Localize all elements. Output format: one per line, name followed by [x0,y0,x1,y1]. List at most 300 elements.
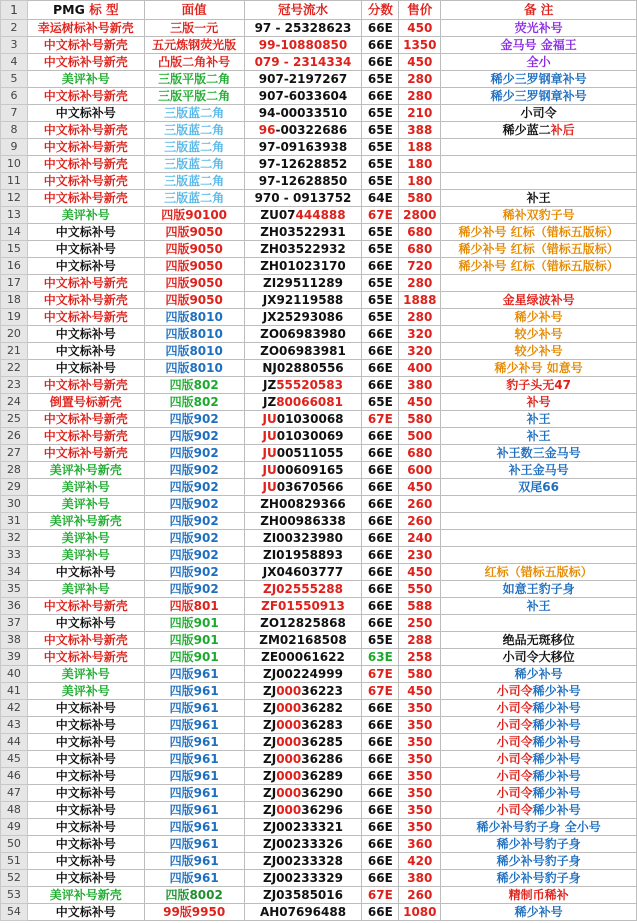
table-row [1,513,637,530]
note-cell [441,377,637,394]
type-cell-text: 中文标补号 [55,106,116,120]
score-cell-text: 67E [367,684,393,698]
table-row [1,717,637,734]
note-cell [441,292,637,309]
note-cell [441,513,637,530]
face-cell [144,224,244,241]
row-number: 41 [1,683,28,700]
price-cell [399,615,441,632]
face-cell [144,360,244,377]
serial-cell [244,326,362,343]
table-row [1,530,637,547]
serial-cell-text: ZH01023170 [260,259,346,273]
row-number: 5 [1,71,28,88]
serial-cell [244,224,362,241]
price-cell [399,598,441,615]
price-cell-text: 580 [407,667,433,681]
price-cell [399,632,441,649]
serial-cell [244,241,362,258]
row-number: 11 [1,173,28,190]
price-cell-text: 360 [407,837,433,851]
serial-cell-text: 00511055 [276,446,344,460]
serial-cell-text: ZI29511289 [263,276,343,290]
score-cell [362,122,399,139]
type-cell [27,394,144,411]
serial-cell-text: AH07696488 [259,905,347,919]
header-type-label: 标 型 [89,2,119,17]
price-cell [399,139,441,156]
note-cell [441,479,637,496]
price-cell-text: 580 [407,191,433,205]
type-cell-text: 中文标补号 [55,565,116,579]
price-cell [399,428,441,445]
note-cell-text: 稀少补号 [532,735,581,749]
serial-cell [244,105,362,122]
type-cell-text: 中文标补号新壳 [43,191,128,205]
face-cell [144,615,244,632]
price-cell [399,751,441,768]
row-number: 37 [1,615,28,632]
note-cell-text: 小司令 [496,735,533,749]
type-cell-text: 中文标补号新壳 [43,38,128,52]
row-number: 1 [1,1,28,20]
price-cell [399,513,441,530]
type-cell-text: 中文标补号新壳 [43,429,128,443]
face-cell-text: 四版801 [169,599,219,613]
face-cell [144,683,244,700]
face-cell [144,105,244,122]
note-cell [441,360,637,377]
note-cell [441,428,637,445]
serial-cell-text: 00609165 [276,463,344,477]
score-cell-text: 66E [367,378,393,392]
price-cell [399,462,441,479]
row-number: 44 [1,734,28,751]
price-cell-text: 260 [407,514,433,528]
table-row [1,887,637,904]
price-cell-text: 188 [407,140,433,154]
row-number: 17 [1,275,28,292]
face-cell [144,54,244,71]
score-cell [362,241,399,258]
score-cell [362,802,399,819]
note-cell-text: 金星绿波补号 [502,293,575,307]
serial-cell-text: ZJ00233329 [263,871,343,885]
table-row [1,870,637,887]
serial-cell [244,853,362,870]
face-cell-text: 四版902 [169,514,219,528]
serial-cell-text: 36283 [301,718,343,732]
note-cell-text: 小司令 [496,769,533,783]
face-cell-text: 四版9050 [165,242,223,256]
type-cell-text: 中文标补号 [55,616,116,630]
face-cell-text: 四版961 [169,854,219,868]
type-cell-text: 中文标补号新壳 [43,55,128,69]
price-cell-text: 260 [407,888,433,902]
table-row [1,581,637,598]
note-cell-text: 稀少补号 [532,786,581,800]
price-cell [399,564,441,581]
face-cell [144,700,244,717]
table-row [1,156,637,173]
serial-cell-text: 36285 [301,735,343,749]
face-cell-text: 三版蓝二角 [164,123,225,137]
face-cell [144,258,244,275]
serial-cell-text: ZJ [263,735,277,749]
type-cell [27,292,144,309]
row-number: 45 [1,751,28,768]
score-cell-text: 66E [367,497,393,511]
table-row [1,224,637,241]
note-cell [441,700,637,717]
price-cell-text: 230 [407,548,433,562]
row-number: 6 [1,88,28,105]
price-cell [399,377,441,394]
table-row [1,666,637,683]
face-cell-text: 四版9050 [165,259,223,273]
face-cell [144,411,244,428]
face-cell [144,139,244,156]
table-row [1,394,637,411]
type-cell [27,700,144,717]
face-cell [144,751,244,768]
type-cell [27,462,144,479]
type-cell-text: 美评补号 [61,667,110,681]
score-cell-text: 65E [367,123,393,137]
price-cell-text: 288 [407,633,433,647]
serial-cell-text: JU [262,412,277,426]
row-number: 15 [1,241,28,258]
note-cell-text: 补王 [526,599,551,613]
face-cell-text: 四版8010 [165,344,223,358]
row-number: 4 [1,54,28,71]
score-cell-text: 66E [367,803,393,817]
serial-cell-text: ZJ [263,684,277,698]
price-cell-text: 260 [407,497,433,511]
note-cell-text: 补王数三金马号 [496,446,581,460]
face-cell [144,649,244,666]
serial-cell [244,836,362,853]
note-cell-text: 稀少补号 红标（错标五版标） [458,242,619,256]
note-cell-text: 稀少三罗钢章补号 [490,72,587,86]
note-cell [441,20,637,37]
price-cell-text: 280 [407,276,433,290]
serial-cell-text: 55520583 [276,378,343,392]
note-cell-text: 小司令大移位 [502,650,575,664]
serial-cell-text: 907-2197267 [258,72,348,86]
price-cell-text: 450 [407,684,433,698]
score-cell [362,37,399,54]
row-number: 43 [1,717,28,734]
face-cell [144,632,244,649]
price-cell [399,71,441,88]
score-cell-text: 66E [367,89,393,103]
face-cell [144,819,244,836]
row-number: 38 [1,632,28,649]
serial-cell [244,530,362,547]
score-cell-text: 66E [367,565,393,579]
note-cell-text: 补王 [526,191,551,205]
score-cell-text: 65E [367,395,393,409]
row-number: 18 [1,292,28,309]
price-cell-text: 250 [407,616,433,630]
face-cell-text: 四版8002 [165,888,223,902]
type-cell-text: 中文标补号新壳 [43,412,128,426]
serial-cell-text: ZH03522932 [260,242,346,256]
table-row [1,564,637,581]
serial-cell-text: JX04603777 [262,565,344,579]
serial-cell [244,581,362,598]
note-cell [441,564,637,581]
header-type [27,1,144,20]
price-cell [399,547,441,564]
note-cell-text: 稀少补号 [532,684,581,698]
score-cell [362,836,399,853]
serial-cell-text: JU [262,429,277,443]
serial-cell-text: ZJ02555288 [263,582,343,596]
serial-cell [244,20,362,37]
score-cell-text: 65E [367,293,393,307]
type-cell-text: 中文标补号 [55,837,116,851]
price-cell [399,870,441,887]
note-cell-text: 全小 [526,55,551,69]
score-cell-text: 65E [367,157,393,171]
type-cell-text: 中文标补号新壳 [43,310,128,324]
note-cell-text: 小司令 [496,718,533,732]
note-cell-text: 稀补双豹子号 [502,208,575,222]
note-cell-text: 稀少补号 [532,769,581,783]
serial-cell [244,751,362,768]
note-cell-text: 补王 [526,412,551,426]
serial-cell [244,411,362,428]
note-cell [441,666,637,683]
face-cell-text: 四版902 [169,582,219,596]
type-cell-text: 中文标补号新壳 [43,446,128,460]
table-row [1,377,637,394]
serial-cell-text: ZJ [263,718,277,732]
serial-cell-text: 96 [258,123,276,137]
type-cell [27,496,144,513]
type-cell [27,37,144,54]
serial-cell-text: JU [262,480,277,494]
note-cell [441,768,637,785]
price-cell [399,309,441,326]
price-cell-text: 500 [407,429,433,443]
type-cell [27,802,144,819]
face-cell-text: 四版902 [169,548,219,562]
table-row [1,292,637,309]
score-cell-text: 66E [367,344,393,358]
score-cell [362,785,399,802]
type-cell-text: 中文标补号 [55,786,116,800]
header-face: 面值 [144,1,244,20]
type-cell-text: 中文标补号 [55,820,116,834]
score-cell-text: 66E [367,854,393,868]
type-cell-text: 中文标补号新壳 [43,157,128,171]
price-cell-text: 450 [407,395,433,409]
price-cell-text: 350 [407,769,433,783]
note-cell-text: 稀少补号豹子身 [496,837,581,851]
score-cell [362,54,399,71]
face-cell [144,496,244,513]
note-cell-text: 稀少补号 [532,803,581,817]
face-cell-text: 四版902 [169,531,219,545]
row-number: 27 [1,445,28,462]
note-cell [441,258,637,275]
note-cell [441,326,637,343]
score-cell [362,751,399,768]
serial-cell [244,870,362,887]
face-cell-text: 四版8010 [165,310,223,324]
table-row [1,598,637,615]
row-number: 31 [1,513,28,530]
type-cell-text: 中文标补号新壳 [43,276,128,290]
face-cell-text: 四版902 [169,565,219,579]
header-row [1,1,637,20]
type-cell [27,479,144,496]
face-cell-text: 四版961 [169,837,219,851]
serial-cell-text: ZJ00233326 [263,837,343,851]
serial-cell-text: ZI01958893 [263,548,343,562]
price-cell [399,768,441,785]
note-cell-text: 绝品无斑移位 [502,633,575,647]
serial-cell-text: 000 [276,735,302,749]
row-number: 22 [1,360,28,377]
serial-cell [244,122,362,139]
row-number: 20 [1,326,28,343]
serial-cell [244,71,362,88]
row-number: 29 [1,479,28,496]
type-cell-text: 中文标补号 [55,259,116,273]
serial-cell [244,343,362,360]
row-number: 26 [1,428,28,445]
type-cell-text: 中文标补号 [55,242,116,256]
type-cell-text: 中文标补号 [55,361,116,375]
serial-cell [244,683,362,700]
score-cell-text: 65E [367,106,393,120]
note-cell [441,309,637,326]
price-cell-text: 350 [407,752,433,766]
note-cell-text: 补王金马号 [508,463,569,477]
face-cell-text: 三版蓝二角 [164,106,225,120]
row-number: 47 [1,785,28,802]
note-cell-text: 小司令 [496,803,533,817]
score-cell-text: 65E [367,633,393,647]
type-cell-text: 美评补号 [61,684,110,698]
type-cell-text: 中文标补号新壳 [43,599,128,613]
price-cell-text: 258 [407,650,433,664]
serial-cell-text: ZJ00233321 [263,820,343,834]
price-cell [399,343,441,360]
serial-cell-text: ZO06983981 [260,344,346,358]
note-cell-text: 稀少补号 [514,310,563,324]
note-cell [441,581,637,598]
note-cell [441,224,637,241]
price-cell-text: 380 [407,378,433,392]
face-cell [144,122,244,139]
serial-cell-text: ZO12825868 [260,616,346,630]
row-number: 10 [1,156,28,173]
note-cell-text: 稀少蓝二 [502,123,551,137]
note-cell [441,819,637,836]
type-cell [27,326,144,343]
note-cell [441,462,637,479]
note-cell [441,632,637,649]
note-cell [441,836,637,853]
table-row [1,836,637,853]
type-cell-text: 中文标补号新壳 [43,650,128,664]
face-cell [144,768,244,785]
row-number: 3 [1,37,28,54]
type-cell-text: 中文标补号新壳 [43,633,128,647]
score-cell [362,445,399,462]
serial-cell [244,377,362,394]
table-row [1,802,637,819]
note-cell-text: 稀少补号 如意号 [494,361,583,375]
score-cell [362,513,399,530]
type-cell [27,734,144,751]
price-cell-text: 600 [407,463,433,477]
score-cell [362,717,399,734]
row-number: 54 [1,904,28,921]
serial-cell [244,173,362,190]
table-row [1,700,637,717]
type-cell [27,207,144,224]
serial-cell [244,292,362,309]
type-cell [27,156,144,173]
score-cell-text: 66E [367,429,393,443]
face-cell-text: 四版902 [169,446,219,460]
face-cell [144,836,244,853]
note-cell [441,734,637,751]
price-cell-text: 320 [407,327,433,341]
table-row [1,632,637,649]
score-cell [362,564,399,581]
face-cell-text: 四版961 [169,820,219,834]
type-cell [27,785,144,802]
score-cell-text: 63E [367,650,393,664]
score-cell [362,887,399,904]
score-cell [362,190,399,207]
price-cell [399,666,441,683]
note-cell-text: 稀少补号豹子身 全小号 [476,820,601,834]
price-cell-text: 450 [407,565,433,579]
table-row [1,309,637,326]
type-cell-text: 美评补号 [61,531,110,545]
face-cell-text: 四版961 [169,718,219,732]
serial-cell [244,615,362,632]
price-cell [399,700,441,717]
type-cell-text: 倒置号标新壳 [49,395,122,409]
price-cell-text: 680 [407,446,433,460]
face-cell [144,853,244,870]
score-cell [362,819,399,836]
serial-cell [244,88,362,105]
note-cell-text: 小司令 [496,786,533,800]
face-cell [144,377,244,394]
note-cell [441,54,637,71]
price-cell-text: 350 [407,718,433,732]
serial-cell-text: ZE00061622 [261,650,345,664]
serial-cell-text: 94-00033510 [258,106,348,120]
note-cell-text: 精制币稀补 [508,888,569,902]
type-cell [27,88,144,105]
row-number: 42 [1,700,28,717]
face-cell-text: 四版902 [169,463,219,477]
table-row [1,343,637,360]
table-row [1,139,637,156]
note-cell-text: 补号 [526,395,551,409]
